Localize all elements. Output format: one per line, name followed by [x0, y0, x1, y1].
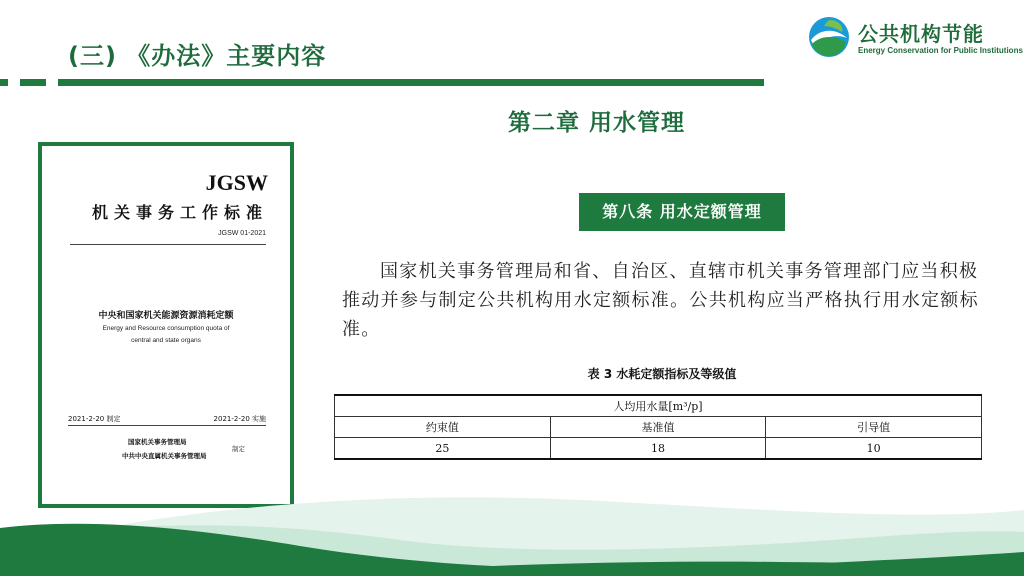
- cover-title-en-line2: central and state organs: [131, 337, 201, 344]
- cover-implemented-date: 2021-2-20 实施: [213, 415, 266, 423]
- table-header-row: [335, 417, 982, 438]
- article-text: 国家机关事务管理局和省、自治区、直辖市机关事务管理部门应当积极推动并参与制定公共机构用水定额标准。公共机构应当严格执行用水定额标准。: [342, 261, 979, 340]
- logo-text-en: Energy Conservation for Public Institutions: [858, 46, 1023, 55]
- table-cell: 25: [335, 438, 551, 460]
- table-group-header: 人均用水量[m³/p]: [335, 395, 982, 417]
- cover-publisher-2: 中共中央直属机关事务管理局: [122, 452, 207, 460]
- cover-title-cn: 中央和国家机关能源资源消耗定额: [98, 311, 234, 321]
- column-header: 基准值: [550, 417, 766, 438]
- cover-title-en: [42, 323, 290, 347]
- page-title: (三) 《办法》主要内容: [68, 42, 327, 70]
- table-group-header-row: [335, 395, 982, 417]
- logo-text-cn: 公共机构节能: [858, 22, 984, 46]
- header-rule: [58, 79, 764, 86]
- brand-logo: [806, 14, 1023, 60]
- cover-divider-bottom: [68, 425, 266, 426]
- quota-table-panel: [320, 356, 1004, 482]
- chapter-heading: 第二章 用水管理: [508, 110, 686, 136]
- header-dash-1: [0, 79, 8, 86]
- cover-standard-number: JGSW 01-2021: [218, 230, 266, 237]
- table-caption: 表 3 水耗定额指标及等级值: [587, 367, 737, 381]
- document-cover: [38, 142, 294, 508]
- table-cell: 10: [766, 438, 982, 460]
- column-header: 引导值: [766, 417, 982, 438]
- cover-publisher-1: 国家机关事务管理局: [128, 438, 187, 446]
- cover-code: JGSW: [205, 170, 268, 195]
- cover-title-en-line1: Energy and Resource consumption quota of: [102, 325, 230, 332]
- header-dash-2: [20, 79, 46, 86]
- cover-series: 机关事务工作标准: [91, 203, 268, 222]
- column-header: 约束值: [335, 417, 551, 438]
- quota-table: [334, 394, 982, 460]
- article-badge: 第八条 用水定额管理: [579, 193, 785, 231]
- logo-mark-icon: [806, 14, 852, 60]
- cover-issued-date: 2021-2-20 制定: [68, 415, 121, 423]
- cover-made-label: 制定: [232, 445, 245, 453]
- cover-divider-top: [70, 244, 266, 245]
- table-row: [335, 438, 982, 460]
- table-cell: 18: [550, 438, 766, 460]
- bottom-wave-decoration: [0, 480, 1024, 576]
